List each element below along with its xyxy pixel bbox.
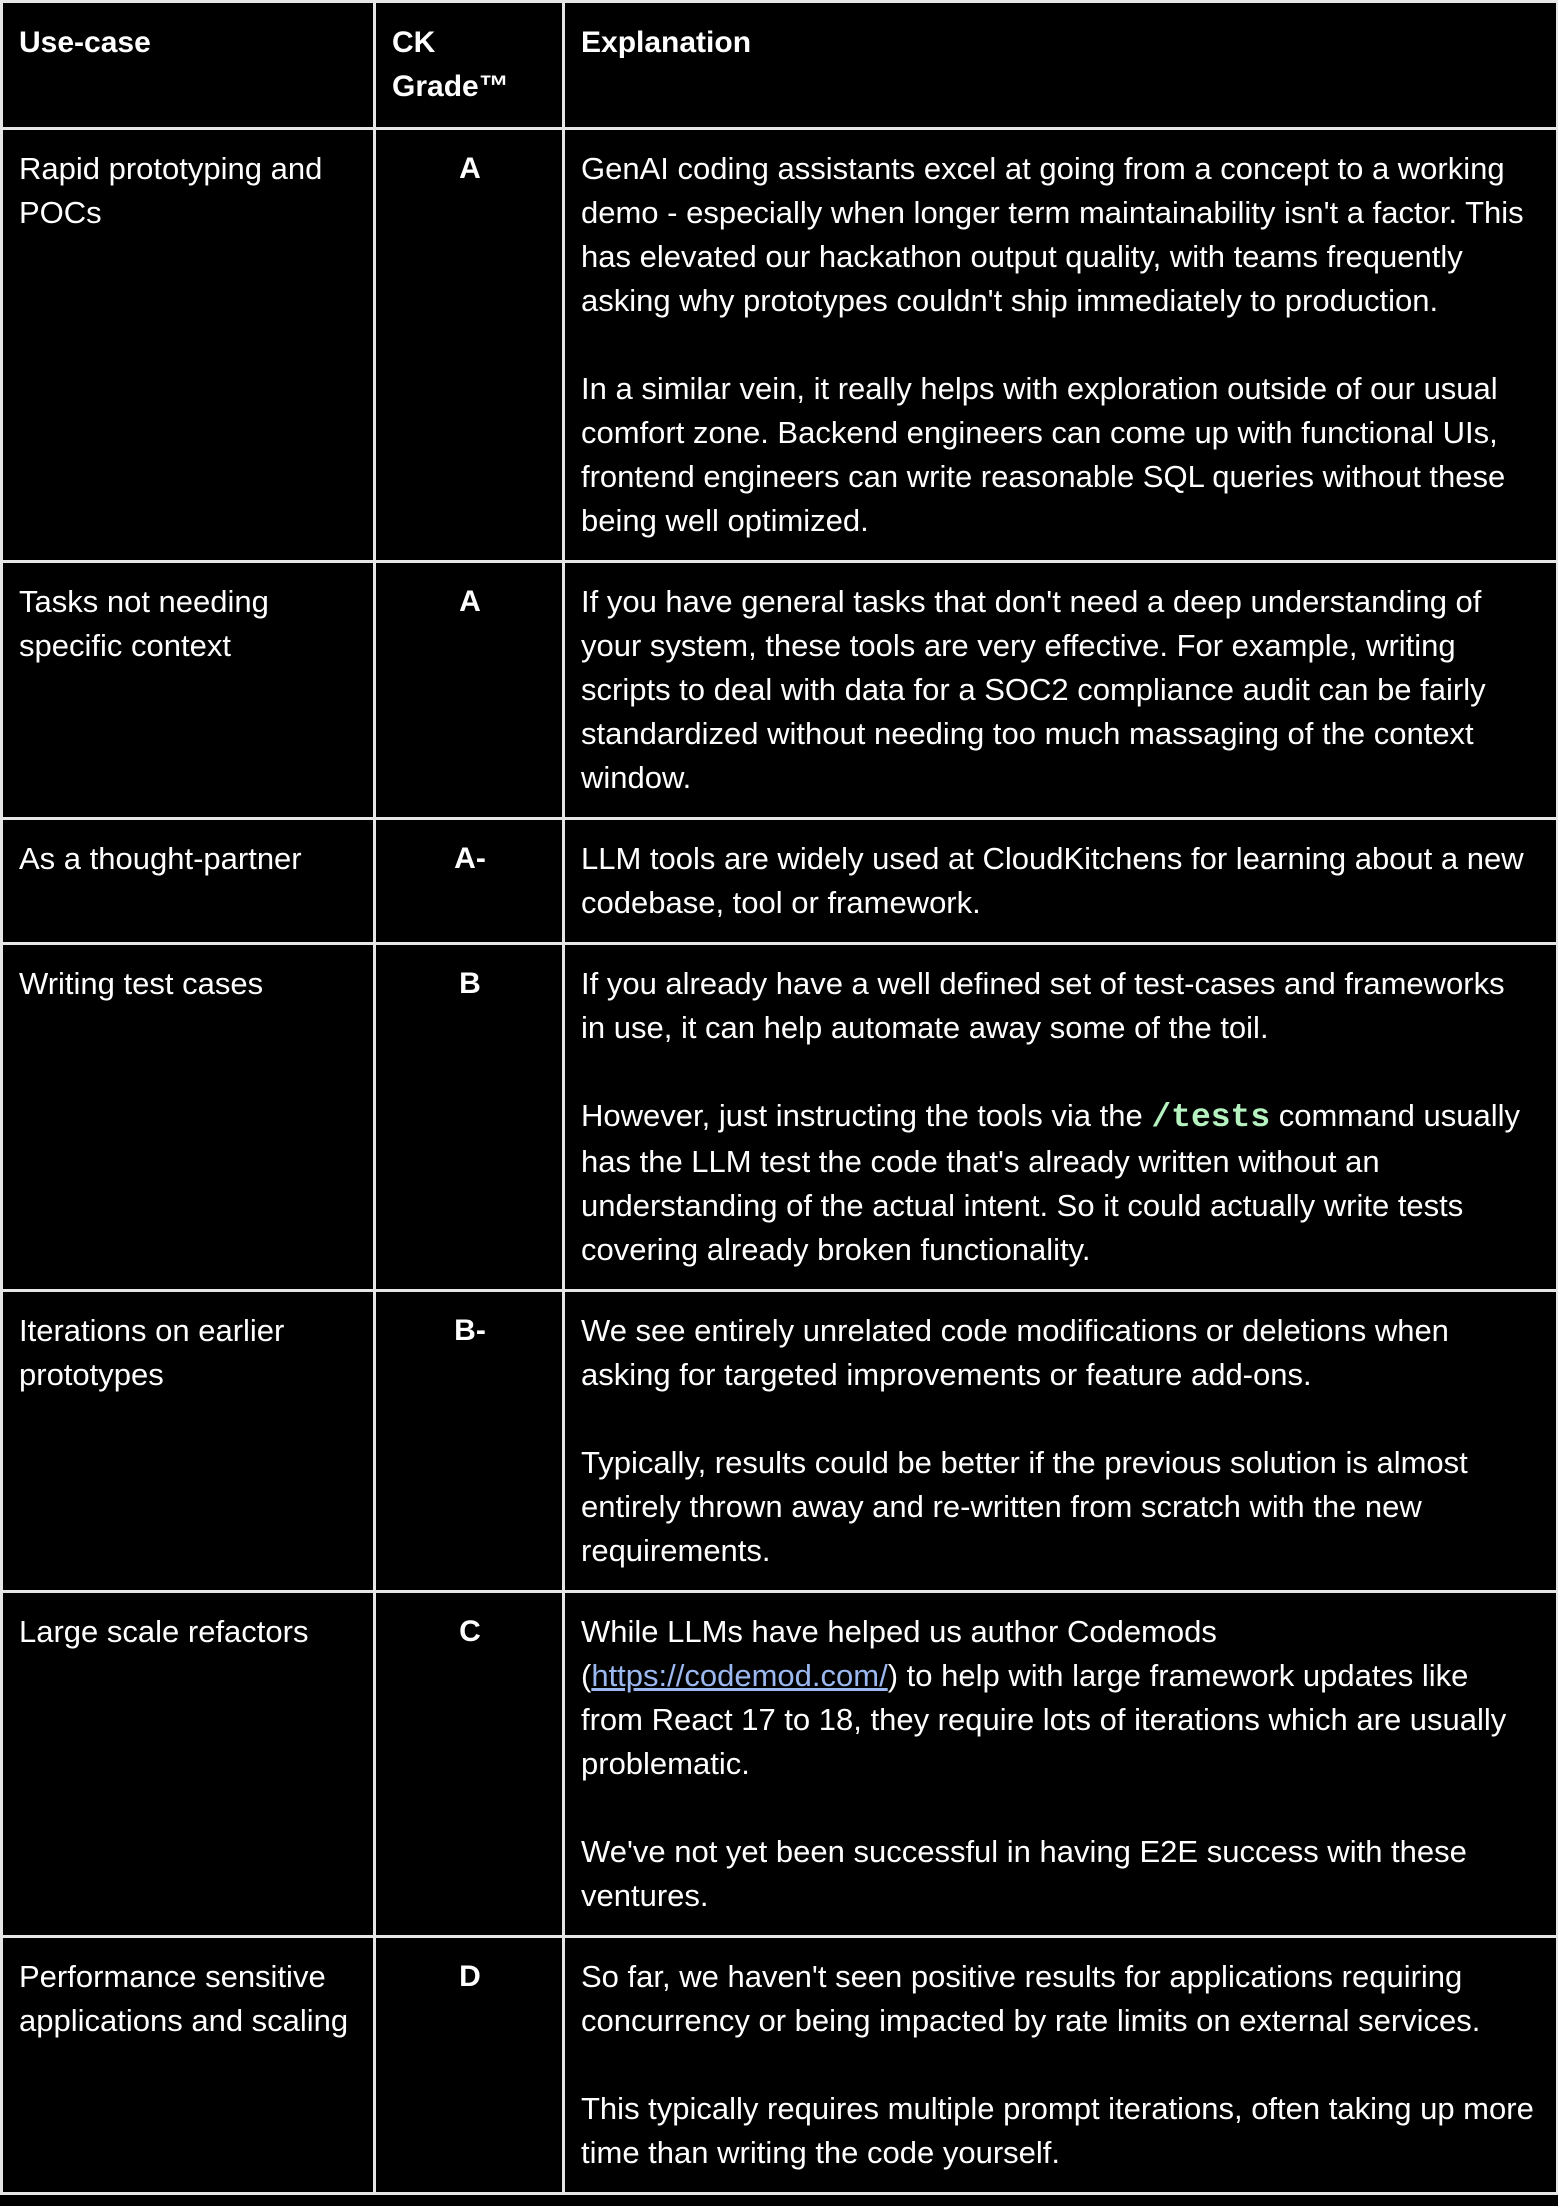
explanation-paragraph: LLM tools are widely used at CloudKitchens for learning about a new codebase, tool or framework. <box>581 841 1524 920</box>
explanation-cell <box>564 1937 1558 2194</box>
grade-cell: B- <box>375 1291 564 1592</box>
explanation-text: command usually has the LLM test the code that's already written without an understanding of the actual intent. So it could actually write tests covering already broken functionality. <box>581 1098 1521 1267</box>
table-row <box>2 819 1558 944</box>
grade-cell: D <box>375 1937 564 2194</box>
use-case-cell: Writing test cases <box>2 944 375 1291</box>
explanation-paragraph: In a similar vein, it really helps with exploration outside of our usual comfort zone. Backend engineers can come up with functional UIs, frontend engineers can write reasonable SQL queries without these being well optimized. <box>581 371 1506 538</box>
table-row <box>2 944 1558 1291</box>
explanation-cell <box>564 129 1558 562</box>
tests-command-code: /tests <box>1151 1099 1271 1136</box>
explanation-paragraph: GenAI coding assistants excel at going from a concept to a working demo - especially when longer term maintainability isn't a factor. This has elevated our hackathon output quality, with teams frequently asking why prototypes couldn't ship immediately to production. <box>581 151 1524 318</box>
use-case-cell: Tasks not needing specific context <box>2 562 375 819</box>
explanation-paragraph: If you have general tasks that don't need a deep understanding of your system, these tools are very effective. For example, writing scripts to deal with data for a SOC2 compliance audit can be fairly standardized without needing too much massaging of the context window. <box>581 584 1486 795</box>
use-case-cell: Performance sensitive applications and scaling <box>2 1937 375 2194</box>
explanation-text: ) to help with large framework updates like from React 17 to 18, they require lots of iterations which are usually problematic. <box>581 1658 1507 1781</box>
table-row <box>2 1937 1558 2194</box>
grade-cell: B <box>375 944 564 1291</box>
explanation-text: While LLMs have helped us author Codemods ( <box>581 1614 1217 1693</box>
explanation-paragraph: We see entirely unrelated code modifications or deletions when asking for targeted improvements or feature add-ons. <box>581 1313 1449 1392</box>
explanation-paragraph <box>581 1094 1534 1272</box>
explanation-text: However, just instructing the tools via the <box>581 1098 1152 1133</box>
header-use-case: Use-case <box>2 2 375 129</box>
explanation-cell <box>564 1592 1558 1937</box>
use-case-cell: Iterations on earlier prototypes <box>2 1291 375 1592</box>
use-case-cell: Rapid prototyping and POCs <box>2 129 375 562</box>
header-row <box>2 2 1558 129</box>
use-case-cell: As a thought-partner <box>2 819 375 944</box>
header-explanation: Explanation <box>564 2 1558 129</box>
use-case-cell: Large scale refactors <box>2 1592 375 1937</box>
codemod-link[interactable]: https://codemod.com/ <box>591 1658 888 1693</box>
explanation-cell <box>564 944 1558 1291</box>
table-row <box>2 1291 1558 1592</box>
header-grade: CK Grade™ <box>375 2 564 129</box>
explanation-paragraph: Typically, results could be better if the previous solution is almost entirely thrown away and re-written from scratch with the new requirements. <box>581 1445 1468 1568</box>
grade-cell: A <box>375 562 564 819</box>
explanation-paragraph: If you already have a well defined set of test-cases and frameworks in use, it can help automate away some of the toil. <box>581 966 1505 1045</box>
explanation-paragraph: This typically requires multiple prompt iterations, often taking up more time than writing the code yourself. <box>581 2091 1534 2170</box>
table-row <box>2 129 1558 562</box>
explanation-paragraph <box>581 1610 1534 1786</box>
grade-cell: A <box>375 129 564 562</box>
table-row <box>2 562 1558 819</box>
table-row <box>2 1592 1558 1937</box>
explanation-cell <box>564 1291 1558 1592</box>
explanation-cell <box>564 819 1558 944</box>
explanation-cell <box>564 562 1558 819</box>
grade-cell: A- <box>375 819 564 944</box>
explanation-paragraph: We've not yet been successful in having E2E success with these ventures. <box>581 1834 1467 1913</box>
explanation-paragraph: So far, we haven't seen positive results for applications requiring concurrency or being impacted by rate limits on external services. <box>581 1959 1481 2038</box>
grade-cell: C <box>375 1592 564 1937</box>
